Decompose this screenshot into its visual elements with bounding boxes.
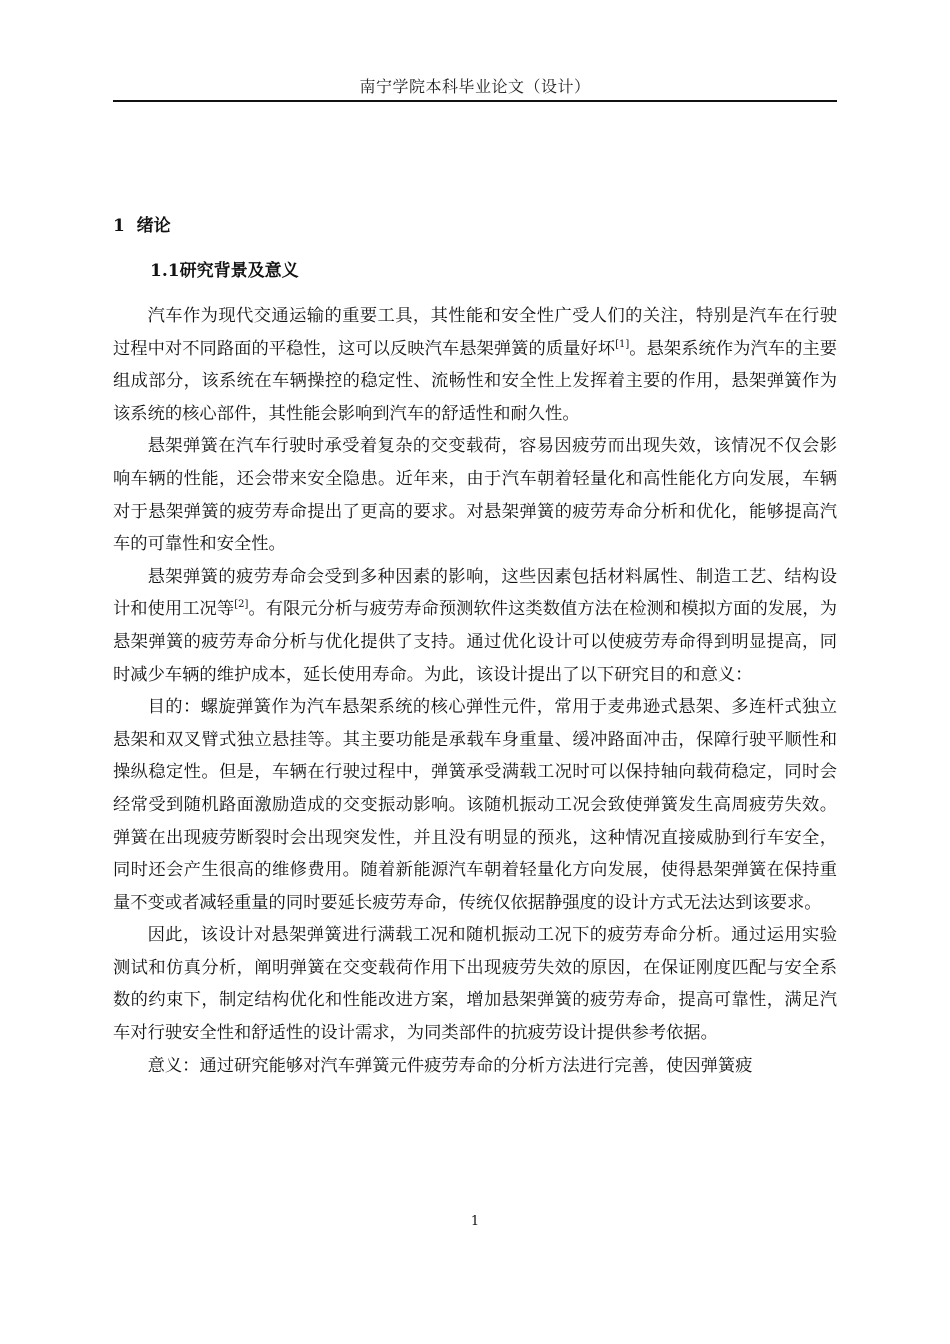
- chapter-heading: 1 绪论: [113, 216, 171, 236]
- paragraph-text: 目的：螺旋弹簧作为汽车悬架系统的核心弹性元件，常用于麦弗逊式悬架、多连杆式独立悬架和双叉臂式独立悬挂等。其主要功能是承载车身重量、缓冲路面冲击，保障行驶平顺性和操纵稳定性。但是，车辆在行驶过程中，弹簧承受满载工况时可以保持轴向载荷稳定，同时会经常受到随机路面激励造成的交变振动影响。该随机振动工况会致使弹簧发生高周疲劳失效。弹簧在出现疲劳断裂时会出现突发性，并且没有明显的预兆，这种情况直接威胁到行车安全，同时还会产生很高的维修费用。随着新能源汽车朝着轻量化方向发展，使得悬架弹簧在保持重量不变或者减轻重量的同时要延长疲劳寿命，传统仅依据静强度的设计方式无法达到该要求。: [113, 697, 837, 913]
- paragraph: [113, 430, 837, 560]
- paragraph-text: 。悬架系统作为汽车的主要组成部分，该系统在车辆操控的稳定性、流畅性和安全性上发挥着主要的作用，悬架弹簧作为该系统的核心部件，其性能会影响到汽车的舒适性和耐久性。: [113, 338, 837, 424]
- paragraph: [113, 300, 837, 430]
- header-divider: [113, 100, 837, 102]
- paragraph-text: 。有限元分析与疲劳寿命预测软件这类数值方法在检测和模拟方面的发展，为悬架弹簧的疲劳寿命分析与优化提供了支持。通过优化设计可以使疲劳寿命得到明显提高，同时减少车辆的维护成本，延长使用寿命。为此，该设计提出了以下研究目的和意义：: [113, 599, 837, 685]
- section-heading: 1.1研究背景及意义: [150, 261, 299, 281]
- paragraph-text: 悬架弹簧在汽车行驶时承受着复杂的交变载荷，容易因疲劳而出现失效，该情况不仅会影响车辆的性能，还会带来安全隐患。近年来，由于汽车朝着轻量化和高性能化方向发展，车辆对于悬架弹簧的疲劳寿命提出了更高的要求。对悬架弹簧的疲劳寿命分析和优化，能够提高汽车的可靠性和安全性。: [113, 436, 837, 555]
- page-number: 1: [470, 1214, 480, 1229]
- citation-marker: [1]: [615, 338, 630, 350]
- body-text: [113, 300, 837, 1082]
- paragraph-text: 悬架弹簧的疲劳寿命会受到多种因素的影响，这些因素包括材料属性、制造工艺、结构设计和使用工况等: [113, 566, 837, 620]
- paragraph: [113, 919, 837, 1049]
- paragraph: [113, 1050, 837, 1083]
- paragraph-text: 汽车作为现代交通运输的重要工具，其性能和安全性广受人们的关注，特别是汽车在行驶过程中对不同路面的平稳性，这可以反映汽车悬架弹簧的质量好坏: [113, 306, 837, 359]
- page-header: 南宁学院本科毕业论文（设计）: [359, 77, 591, 96]
- paragraph: [113, 691, 837, 919]
- paragraph-text: 意义：通过研究能够对汽车弹簧元件疲劳寿命的分析方法进行完善，使因弹簧疲: [147, 1055, 753, 1076]
- paragraph: [113, 561, 837, 691]
- citation-marker: [2]: [234, 599, 249, 611]
- paragraph-text: 因此，该设计对悬架弹簧进行满载工况和随机振动工况下的疲劳寿命分析。通过运用实验测试和仿真分析，阐明弹簧在交变载荷作用下出现疲劳失效的原因，在保证刚度匹配与安全系数的约束下，制定结构优化和性能改进方案，增加悬架弹簧的疲劳寿命，提高可靠性，满足汽车对行驶安全性和舒适性的设计需求，为同类部件的抗疲劳设计提供参考依据。: [113, 925, 837, 1044]
